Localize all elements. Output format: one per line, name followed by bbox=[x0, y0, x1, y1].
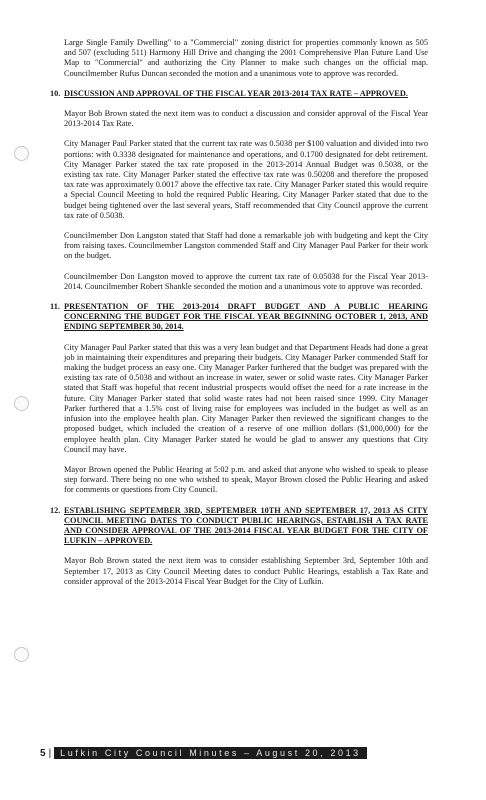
item-number: 11. bbox=[50, 302, 60, 312]
agenda-item-10 bbox=[50, 88, 428, 292]
item-paragraph: Mayor Bob Brown stated the next item was to conduct a discussion and consider approval of the Fiscal Year 2013-2014 Tax Rate. bbox=[64, 109, 428, 129]
item-title: DISCUSSION AND APPROVAL OF THE FISCAL YEAR 2013-2014 TAX RATE – APPROVED. bbox=[64, 88, 408, 98]
item-number: 10. bbox=[50, 88, 61, 98]
item-paragraph: City Manager Paul Parker stated that the current tax rate was 0.5038 per $100 valuation and divided into two portions: with 0.3338 designated for maintenance and operations, and 0.1700 designated for debt retirement. City Manager Parker stated the tax rate proposed in the 2013-2014 Annual Budget was 0.5038, or the existing tax rate. City Manager Parker stated the effective tax rate was 0.50208 and therefore the proposed tax rate was approximately 0.0017 above the effective tax rate. City Manager Parker stated this would require a Special Council Meeting to hold the required Public Hearing. City Manager Parker stated that due to the budget being tightened over the last several years, Staff recommended that City Council approve the current tax rate of 0.5038. bbox=[64, 139, 428, 220]
agenda-item-11 bbox=[50, 302, 428, 495]
binder-hole bbox=[14, 647, 29, 662]
running-title: Lufkin City Council Minutes – August 20, 2013 bbox=[54, 747, 367, 759]
item-paragraph: Mayor Bob Brown stated the next item was to consider establishing September 3rd, September 10th and September 17, 2013 as City Council Meeting dates to conduct Public Hearings, establish a Tax Rate and consider approval of the 2013-2014 Fiscal Year Budget for the City of Lufkin. bbox=[64, 556, 428, 586]
item-number: 12. bbox=[50, 505, 61, 515]
minutes-body bbox=[50, 38, 428, 597]
item-paragraph: Councilmember Don Langston moved to approve the current tax rate of 0.05038 for the Fiscal Year 2013-2014. Councilmember Robert Shankle seconded the motion and a unanimous vote to approve was recorded. bbox=[64, 271, 428, 291]
binder-hole bbox=[14, 396, 29, 411]
binder-hole bbox=[14, 146, 29, 161]
item-title: PRESENTATION OF THE 2013-2014 DRAFT BUDGET AND A PUBLIC HEARING CONCERNING THE BUDGET FOR THE FISCAL YEAR BEGINNING OCTOBER 1, 2013, AND ENDING SEPTEMBER 30, 2014. bbox=[64, 302, 428, 332]
item-paragraph: Councilmember Don Langston stated that Staff had done a remarkable job with budgeting and kept the City from raising taxes. Councilmember Langston commended Staff and City Manager Paul Parker for their work on the budget. bbox=[64, 231, 428, 261]
intro-paragraph: Large Single Family Dwelling" to a "Commercial" zoning district for properties commonly known as 505 and 507 (excluding 511) Harmony Hill Drive and changing the 2001 Comprehensive Plan Future Land Use Map to "Commercial" and authorizing the City Planner to make such changes on the official map. Councilmember Rufus Duncan seconded the motion and a unanimous vote to approve was recorded. bbox=[64, 38, 428, 78]
footer-divider: | bbox=[48, 747, 52, 759]
page-number: 5 bbox=[40, 747, 46, 759]
page-footer bbox=[40, 747, 367, 759]
item-title: ESTABLISHING SEPTEMBER 3RD, SEPTEMBER 10TH AND SEPTEMBER 17, 2013 AS CITY COUNCIL MEETING DATES TO CONDUCT PUBLIC HEARINGS, ESTABLISH A TAX RATE AND CONSIDER APPROVAL OF THE 2013-2014 FISCAL YEAR BUDGET FOR THE CITY OF LUFKIN – APPROVED. bbox=[64, 505, 428, 546]
agenda-item-12 bbox=[50, 505, 428, 587]
item-paragraph: City Manager Paul Parker stated that this was a very lean budget and that Department Heads had done a great job in maintaining their expenditures and preparing their budgets. City Manager Parker commended Staff for making the budget process an easy one. City Manager Parker furthered that the budget was prepared with the existing tax rate of 0.5038 and without an increase in water, sewer or solid waste rates. City Manager Parker stated that Staff was hopeful that recent industrial prospects would offset the need for a rate increase in the future. City Manager Parker stated that solid waste rates had not been raised since 1999. City Manager Parker furthered that a 1.5% cost of living raise for employees was included in the budget as well as an infusion into the employee health plan. City Manager Parker then reviewed the significant changes to the proposed budget, which included the creation of a reserve of one million dollars ($1,000,000) for the employee health plan. City Manager Parker stated he would be glad to answer any questions that City Council may have. bbox=[64, 342, 428, 454]
item-paragraph: Mayor Brown opened the Public Hearing at 5:02 p.m. and asked that anyone who wished to speak to please step forward. There being no one who wished to speak, Mayor Brown closed the Public Hearing and asked for comments or questions from City Council. bbox=[64, 464, 428, 495]
